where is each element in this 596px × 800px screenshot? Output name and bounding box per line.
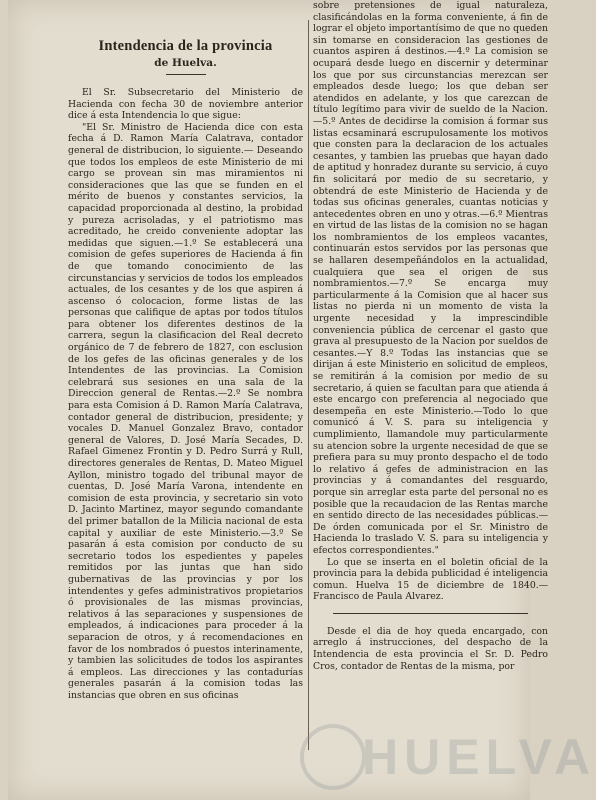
section-divider <box>333 613 528 614</box>
paragraph: "El Sr. Ministro de Hacienda dice con esta fecha á D. Ramon María Calatrava, contador general de distribucion, lo siguiente.— Deseando que todos los empleos de este Ministerio de mi cargo se provean sin mas miramientos ni consideraciones que las que se funden en el mérito de buenos y constantes servicios, la capacidad proporcionada al destino, la probidad y pureza acrisoladas, y el patriotismo mas acreditado, he creido conveniente adoptar las medidas que siguen.—1.º Se establecerá una comision de gefes superiores de Hacienda á fin de que tomando conocimiento de las circunstancias y servicios de todos los empleados actuales, de los cesantes y de los que aspiren á ascenso ó colocacion, forme listas de las personas que califique de aptas por todos títulos para obtener los diferentes destinos de la carrera, segun la clasificacion del Real decreto orgánico de 7 de febrero de 1827, con esclusion de los gefes de las oficinas generales y de los Intendentes de las provincias. La Comision celebrará sus sesiones en una sala de la Direccion general de Rentas.—2.º Se nombra para esta Comision á D. Ramon María Calatrava, contador general de distribucion, presidente; y vocales D. Manuel Gonzalez Bravo, contador general de Valores, D. José María Secades, D. Rafael Gimenez Frontin y D. Pedro Surrá y Rull, directores generales de Rentas, D. Mateo Miguel Ayllon, ministro togado del tribunal mayor de cuentas, D. José María Varona, intendente en comision de esta provincia, y secretario sin voto D. Jacinto Martinez, mayor segundo comandante del primer batallon de la Milicia nacional de esta capital y auxiliar de este Ministerio.—3.º Se pasarán á esta comision por conducto de su secretario todos los espedientes y papeles remitidos por las juntas que han sido gubernativas de las provincias y por los intendentes y gefes administrativos propietarios ó provisionales de las mismas provincias, relativos á las separaciones y suspensiones de empleados, á indicaciones para proceder á la separacion de otros, y á recomendaciones en favor de los nombrados ó puestos interinamente, y tambien las solicitudes de todos los aspirantes á empleos. Las direcciones y las contadurías generales pasarán á la comision todas las instancias que obren en sus oficinas <box>68 121 303 701</box>
document-page <box>8 0 596 800</box>
right-column <box>313 0 548 800</box>
column-divider <box>308 20 309 750</box>
left-column <box>68 0 303 800</box>
paragraph: Lo que se inserta en el boletin oficial de la provincia para la debida publicidad é inteligencia comun. Huelva 15 de diciembre de 1840.—Francisco de Paula Alvarez. <box>313 556 548 603</box>
paragraph: sobre pretensiones de igual naturaleza, clasificándolas en la forma conveniente, á fin de lograr el objeto importantísimo de que no queden sin tomarse en consideracion las gestiones de cuantos aspiren á destinos.—4.º La comision se ocupará desde luego en discernir y determinar los que por sus circunstancias merezcan ser empleados desde luego; los que deban ser atendidos en adelante, y los que carezcan de título legítimo para vivir de sueldo de la Nacion.—5.º Antes de decidirse la comision á formar sus listas ecsaminará escrupulosamente los motivos que consten para la declaracion de los actuales cesantes, y tambien las pruebas que hayan dado de aptitud y honradez durante su servicio, á cuyo fin solicitará por medio de su secretario, y obtendrá de este Ministerio de Hacienda y de todas sus oficinas generales, cuantas noticias y antecedentes obren en uno y otras.—6.º Mientras en virtud de las listas de la comision no se hagan los nombramientos de los empleos vacantes, continuarán estos servidos por las personas que se hallaren desempeñándolos en la actualidad, cualquiera que sea el origen de sus nombramientos.—7.º Se encarga muy particularmente á la Comision que al hacer sus listas no pierda ni un momento de vista la urgente necesidad y la imprescindible conveniencia pública de cercenar el gasto que grava al presupuesto de la Nacion por sueldos de cesantes.—Y 8.º Todas las instancias que se dirijan á este Ministerio en solicitud de empleos, se remitirán á la comision por medio de su secretario, á quien se facultan para que atienda á este encargo con preferencia al negociado que desempeña en este Ministerio.—Todo lo que comunicó á V. S. para su inteligencia y cumplimiento, llamandole muy particularmente su atencion sobre la urgente necesidad de que se prefiera para su muy pronto despacho el de todo lo relativo á gefes de administracion en las provincias y á comandantes del resguardo, porque sin arreglar esta parte del personal no es posible que la recaudacion de las Rentas marche en sentido directo de las necesidades públicas.—De órden comunicada por el Sr. Ministro de Hacienda lo traslado V. S. para su inteligencia y efectos correspondientes." <box>313 0 548 556</box>
paragraph: El Sr. Subsecretario del Ministerio de Hacienda con fecha 30 de noviembre anterior dice á esta Intendencia lo que sigue: <box>68 87 303 122</box>
title-rule <box>166 74 206 75</box>
watermark-text: HUELVA <box>362 729 596 785</box>
page-title: Intendencia de la provincia <box>98 38 273 54</box>
page-subtitle: de Huelva. <box>154 57 217 69</box>
paragraph: Desde el dia de hoy queda encargado, con arreglo á instrucciones, del despacho de la Intendencia de esta provincia el Sr. D. Pedro Cros, contador de Rentas de la misma, por <box>313 625 548 672</box>
